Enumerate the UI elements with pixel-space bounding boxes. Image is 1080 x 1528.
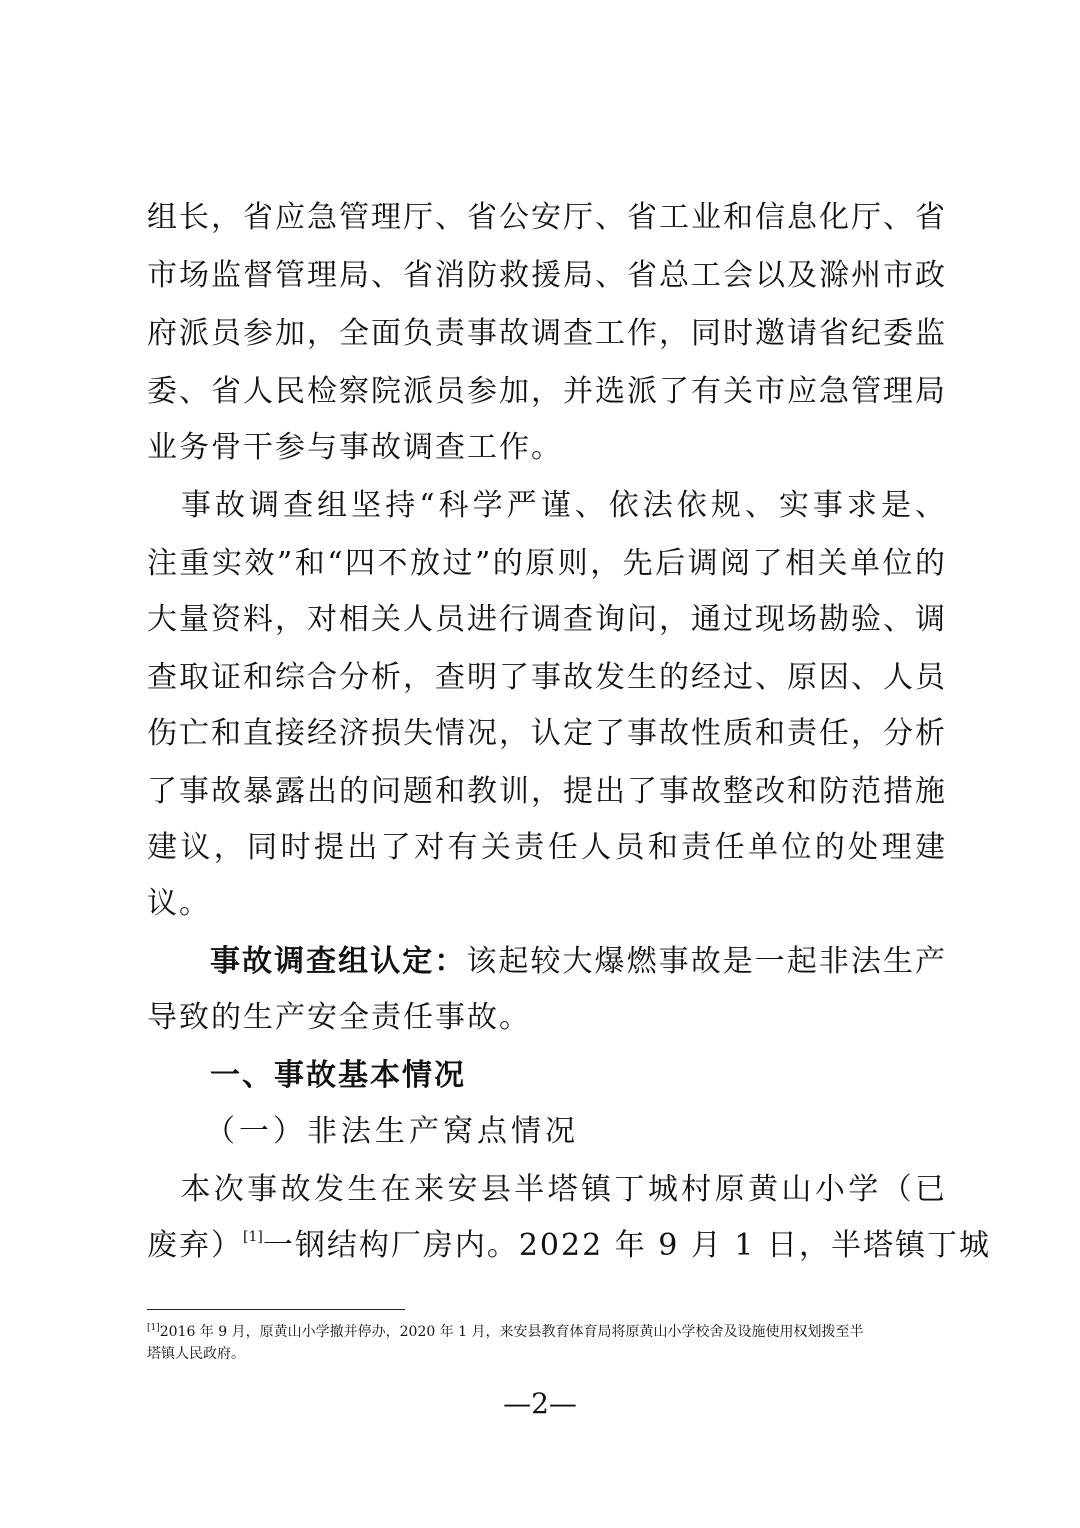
paragraph1-line-3: 府派员参加，全面负责事故调查工作，同时邀请省纪委监 bbox=[147, 316, 947, 351]
paragraph2-line-6: 了事故暴露出的问题和教训，提出了事故整改和防范措施 bbox=[147, 774, 947, 809]
footnote-divider bbox=[147, 1309, 405, 1310]
paragraph4-line-2 bbox=[147, 1226, 992, 1266]
paragraph1-line-2: 市场监督管理局、省消防救援局、省总工会以及滁州市政 bbox=[147, 258, 947, 293]
conclusion-lead: 事故调查组认定： bbox=[210, 944, 467, 979]
footnote-line-2: 塔镇人民政府。 bbox=[147, 1346, 245, 1362]
paragraph2-line-8: 议。 bbox=[147, 886, 211, 921]
paragraph2-line-2: 注重实效”和“四不放过”的原则，先后调阅了相关单位的 bbox=[147, 546, 947, 581]
paragraph2-line-3: 大量资料，对相关人员进行调查询问，通过现场勘验、调 bbox=[147, 602, 947, 637]
paragraph1-line-5: 业务骨干参与事故调查工作。 bbox=[147, 430, 563, 465]
paragraph2-line-4: 查取证和综合分析，查明了事故发生的经过、原因、人员 bbox=[147, 660, 947, 695]
conclusion-text: 该起较大爆燃事故是一起非法生产 bbox=[466, 944, 948, 979]
paragraph1-line-4: 委、省人民检察院派员参加，并选派了有关市应急管理局 bbox=[147, 374, 947, 409]
footnote-reference[interactable]: [1] bbox=[243, 1229, 263, 1245]
footnote-text-1: 2016 年 9 月，原黄山小学撤并停办，2020 年 1 月，来安县教育体育局将原黄山小学校舍及设施使用权划拨至半 bbox=[159, 1324, 864, 1340]
paragraph2-line-1: 事故调查组坚持“科学严谨、依法依规、实事求是、 bbox=[147, 488, 947, 523]
paragraph4-line-1: 本次事故发生在来安县半塔镇丁城村原黄山小学（已 bbox=[147, 1172, 947, 1207]
section-heading: 一、事故基本情况 bbox=[210, 1058, 466, 1093]
paragraph4-text-b: 一钢结构厂房内。2022 年 9 月 1 日，半塔镇丁城 bbox=[262, 1228, 992, 1263]
paragraph2-line-7: 建议，同时提出了对有关责任人员和责任单位的处理建 bbox=[147, 830, 947, 865]
footnote-marker: [1] bbox=[147, 1323, 160, 1333]
subsection-heading: （一）非法生产窝点情况 bbox=[205, 1114, 579, 1149]
paragraph3-line-1 bbox=[210, 942, 947, 982]
footnote-line-1 bbox=[147, 1322, 947, 1342]
paragraph4-text-a: 废弃） bbox=[147, 1228, 243, 1263]
paragraph2-line-5: 伤亡和直接经济损失情况，认定了事故性质和责任，分析 bbox=[147, 716, 947, 751]
paragraph1-line-1: 组长，省应急管理厅、省公安厅、省工业和信息化厅、省 bbox=[147, 200, 947, 235]
paragraph3-line-2: 导致的生产安全责任事故。 bbox=[147, 1000, 531, 1035]
page-number: —2— bbox=[503, 1387, 577, 1420]
